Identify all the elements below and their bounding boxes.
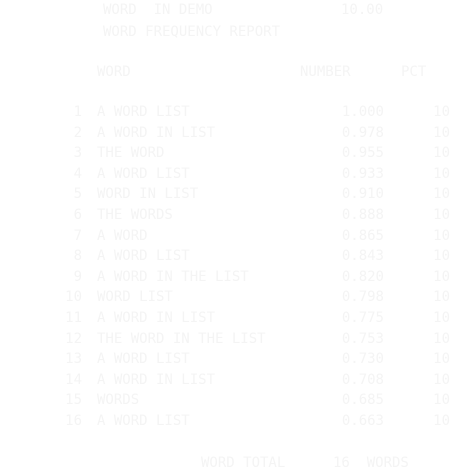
table-row: [0, 165, 457, 186]
row-percent: 10: [433, 371, 450, 388]
row-percent: 10: [433, 309, 450, 326]
row-percent: 10: [433, 186, 450, 203]
row-value: 0.978: [341, 124, 384, 141]
table-row: [0, 330, 457, 351]
row-word: WORD LIST: [97, 289, 173, 306]
row-word: THE WORD IN THE LIST: [97, 330, 266, 347]
table-row: [0, 412, 457, 433]
table-row: [0, 227, 457, 248]
row-word: A WORD LIST: [97, 412, 190, 429]
row-percent: 10: [433, 124, 450, 141]
table-row: [0, 288, 457, 309]
row-word: A WORD LIST: [97, 248, 190, 265]
row-value: 1.000: [341, 104, 384, 120]
row-percent: 10: [433, 206, 450, 223]
row-value: 0.775: [341, 309, 384, 326]
row-value: 0.798: [341, 289, 384, 306]
row-index: 12: [65, 330, 82, 347]
row-percent: 10: [433, 330, 450, 347]
row-index: 16: [65, 412, 82, 429]
report-subtitle: WORD FREQUENCY REPORT: [103, 24, 281, 40]
table-row: [0, 350, 457, 371]
row-value: 0.933: [341, 165, 384, 182]
row-percent: 10: [433, 227, 450, 244]
row-word: A WORD IN LIST: [97, 124, 216, 141]
row-index: 4: [73, 165, 82, 182]
row-word: A WORD LIST: [97, 351, 190, 368]
footer-label: WORD TOTAL: [201, 455, 286, 471]
table-row: [0, 371, 457, 392]
table-row: [0, 268, 457, 289]
report-rows: [0, 103, 457, 433]
row-value: 0.730: [341, 351, 384, 368]
report-header-value: 10.00: [341, 2, 384, 18]
row-word: THE WORD: [97, 145, 165, 162]
row-percent: 10: [433, 268, 450, 285]
row-word: WORD IN LIST: [97, 186, 199, 203]
row-value: 0.910: [341, 186, 384, 203]
table-row: [0, 124, 457, 145]
column-header-word: WORD: [97, 64, 131, 80]
row-index: 3: [73, 145, 82, 162]
column-header-percent: PCT: [401, 64, 427, 80]
row-word: A WORD LIST: [97, 104, 190, 120]
row-index: 1: [73, 104, 82, 120]
row-value: 0.685: [341, 392, 384, 409]
row-index: 6: [73, 206, 82, 223]
row-value: 0.663: [341, 412, 384, 429]
row-percent: 10: [433, 351, 450, 368]
row-value: 0.843: [341, 248, 384, 265]
row-percent: 10: [433, 412, 450, 429]
row-index: 8: [73, 248, 82, 265]
row-value: 0.820: [341, 268, 384, 285]
table-row: [0, 247, 457, 268]
row-value: 0.955: [341, 145, 384, 162]
table-row: [0, 185, 457, 206]
row-word: A WORD: [97, 227, 148, 244]
row-index: 7: [73, 227, 82, 244]
column-header-number: NUMBER: [300, 64, 351, 80]
row-percent: 10: [433, 392, 450, 409]
row-index: 9: [73, 268, 82, 285]
row-index: 13: [65, 351, 82, 368]
table-row: [0, 391, 457, 412]
table-row: [0, 206, 457, 227]
row-value: 0.753: [341, 330, 384, 347]
row-percent: 10: [433, 165, 450, 182]
row-index: 11: [65, 309, 82, 326]
table-row: [0, 144, 457, 165]
row-index: 2: [73, 124, 82, 141]
row-word: WORDS: [97, 392, 140, 409]
row-percent: 10: [433, 145, 450, 162]
row-value: 0.708: [341, 371, 384, 388]
row-percent: 10: [433, 248, 450, 265]
table-row: [0, 309, 457, 330]
row-word: A WORD IN LIST: [97, 309, 216, 326]
row-index: 15: [65, 392, 82, 409]
row-index: 14: [65, 371, 82, 388]
row-word: A WORD IN THE LIST: [97, 268, 249, 285]
row-word: A WORD LIST: [97, 165, 190, 182]
table-row: [0, 103, 457, 124]
row-percent: 10: [433, 289, 450, 306]
row-word: A WORD IN LIST: [97, 371, 216, 388]
row-index: 5: [73, 186, 82, 203]
report-header-title: WORD IN DEMO: [103, 2, 213, 18]
row-word: THE WORDS: [97, 206, 173, 223]
row-value: 0.865: [341, 227, 384, 244]
row-percent: 10: [433, 104, 450, 120]
footer-total: 16 WORDS: [333, 455, 409, 471]
row-value: 0.888: [341, 206, 384, 223]
row-index: 10: [65, 289, 82, 306]
